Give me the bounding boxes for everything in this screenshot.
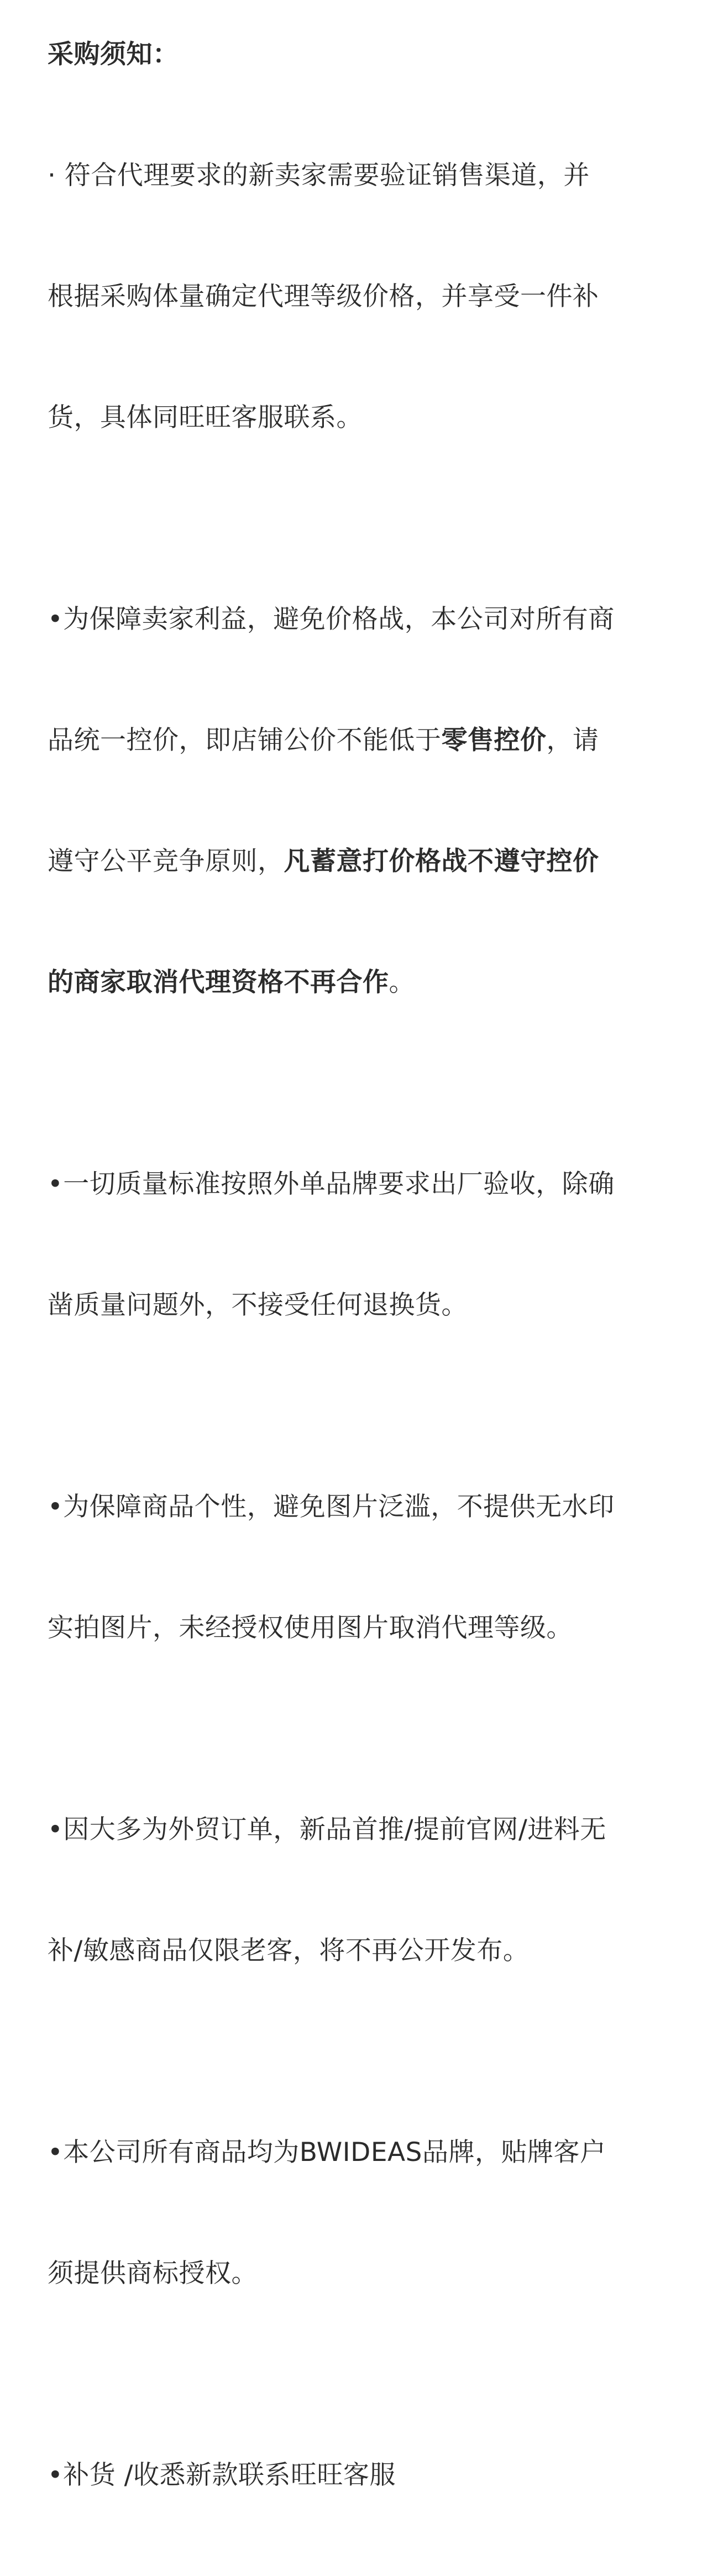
notice-line: 须提供商标授权。 — [48, 2258, 258, 2289]
notice-title: 采购须知： — [48, 39, 179, 70]
notice-line: •为保障卖家利益，避免价格战，本公司对所有商 — [48, 604, 615, 634]
purchase-notice — [48, 34, 669, 2576]
notice-line: •补货 /收悉新款联系旺旺客服 — [48, 2460, 396, 2490]
notice-text: 品统一控价，即店铺公价不能低于 — [48, 725, 442, 756]
notice-line: •因大多为外贸订单，新品首推/提前官网/进料无 — [48, 1814, 606, 1845]
notice-text: ，请 — [546, 725, 599, 756]
notice-line: •一切质量标准按照外单品牌要求出厂验收，除确 — [48, 1169, 615, 1199]
notice-line: 凿质量问题外，不接受任何退换货。 — [48, 1290, 468, 1320]
notice-item-images — [48, 1406, 669, 1729]
notice-emphasis: 零售控价 — [441, 725, 547, 756]
notice-item-restock — [48, 2374, 669, 2576]
notice-line — [48, 962, 669, 1003]
notice-line: 货，具体同旺旺客服联系。 — [48, 402, 363, 433]
notice-line: •本公司所有商品均为BWIDEAS品牌，贴牌客户 — [48, 2137, 606, 2168]
notice-line: •为保障商品个性，避免图片泛滥，不提供无水印 — [48, 1492, 615, 1522]
notice-emphasis: 的商家取消代理资格不再合作 — [48, 967, 389, 998]
notice-line: 根据采购体量确定代理等级价格，并享受一件补 — [48, 281, 599, 312]
notice-item-agent-requirements — [48, 75, 669, 518]
notice-line: 实拍图片，未经授权使用图片取消代理等级。 — [48, 1613, 573, 1643]
notice-item-quality — [48, 1083, 669, 1406]
notice-line — [48, 720, 669, 760]
notice-emphasis: 凡蓄意打价格战不遵守控价 — [284, 846, 599, 877]
notice-item-price-control — [48, 518, 669, 1083]
notice-line: · 符合代理要求的新卖家需要验证销售渠道，并 — [48, 160, 590, 191]
notice-line — [48, 841, 669, 882]
notice-text: 遵守公平竞争原则， — [48, 846, 284, 877]
notice-item-foreign-orders — [48, 1729, 669, 2052]
notice-line: 补/敏感商品仅限老客，将不再公开发布。 — [48, 1935, 529, 1966]
notice-text: 。 — [389, 967, 415, 998]
notice-item-brand — [48, 2052, 669, 2374]
